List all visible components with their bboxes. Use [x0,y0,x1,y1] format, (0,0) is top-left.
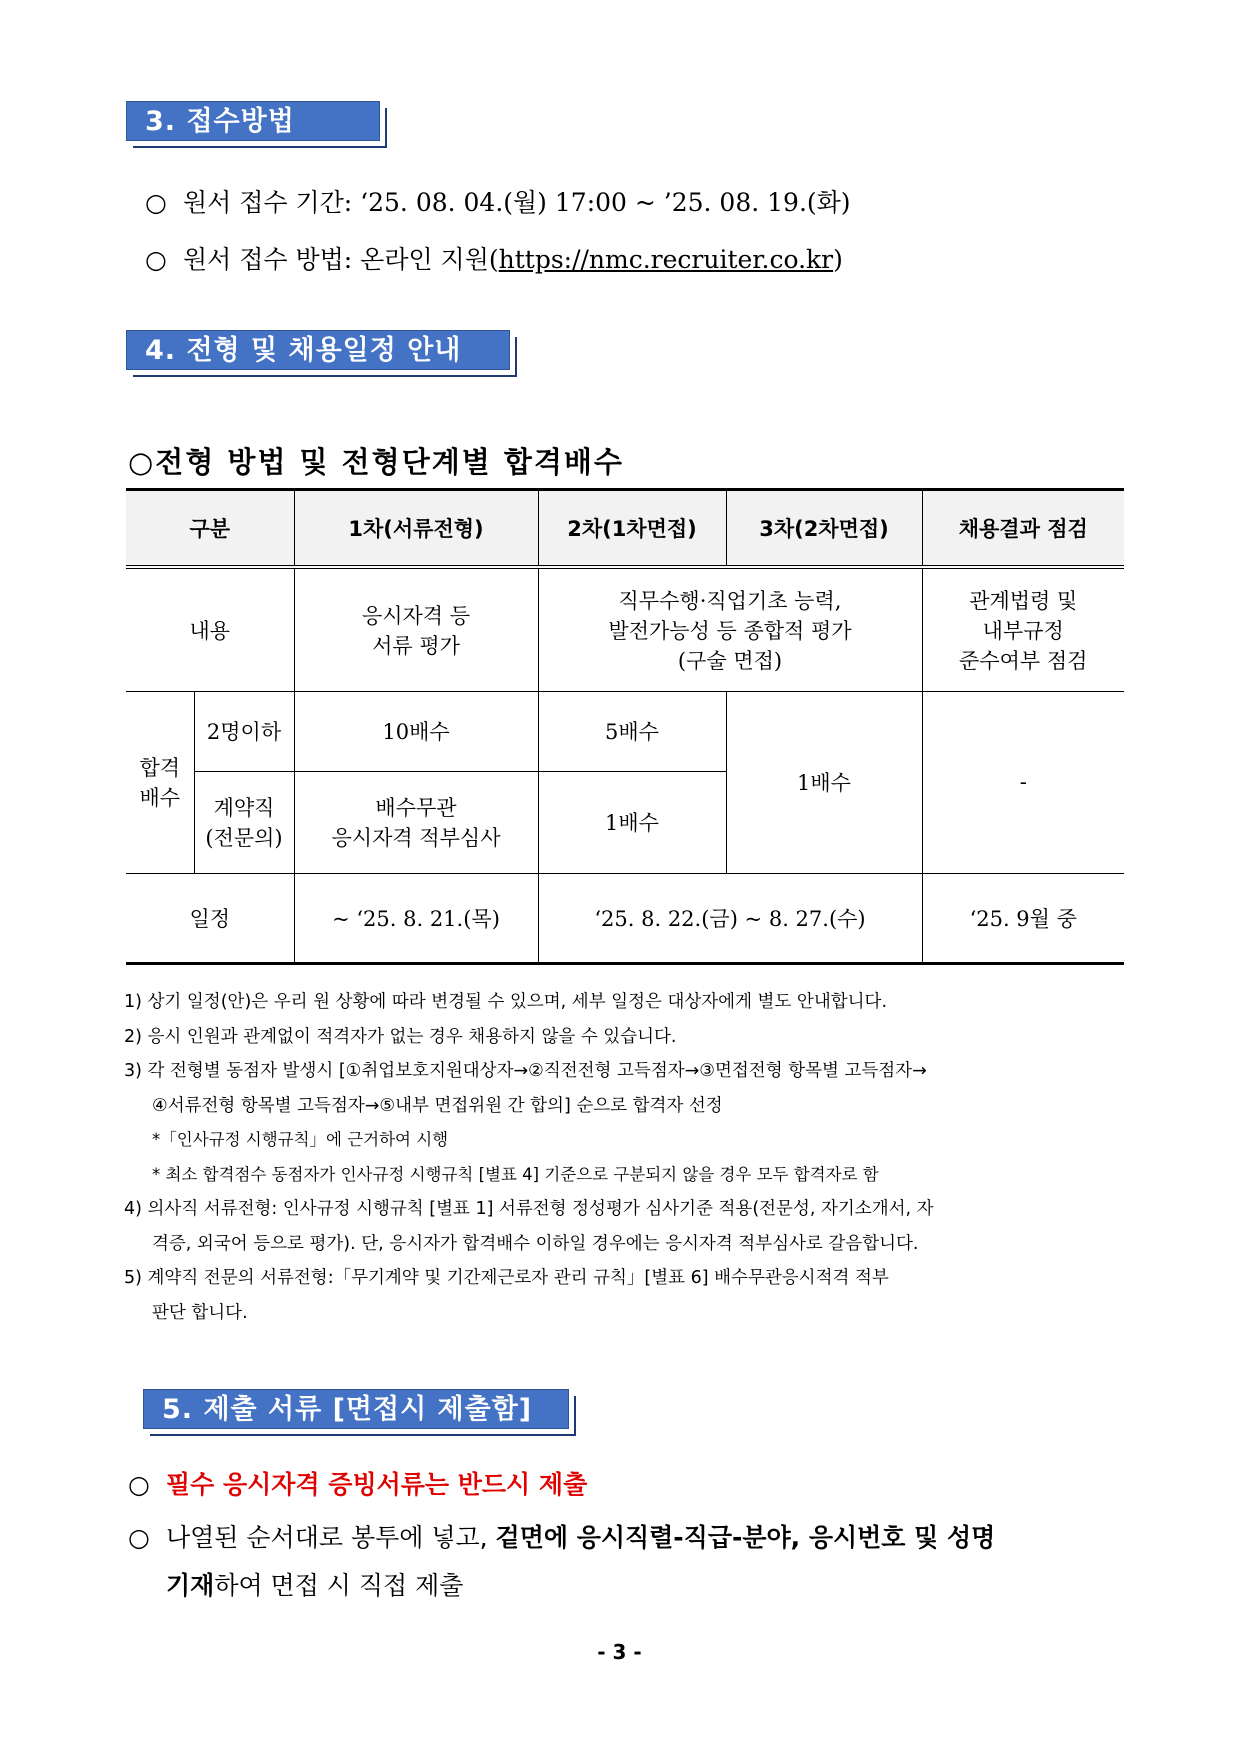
notes-block [124,985,1114,1330]
bullet: ○ [128,1523,150,1552]
note-4: 4) 의사직 서류전형: 인사규정 시행규칙 [별표 1] 서류전형 정성평가 심사기준 적용(전문성, 자기소개서, 자 [124,1199,934,1219]
note-4-cont: 격증, 외국어 등으로 평가). 단, 응시자가 합격배수 이하일 경우에는 응시자격 적부심사로 갈음합니다. [152,1233,919,1254]
note-1: 1) 상기 일정(안)은 우리 원 상황에 따라 변경될 수 있으며, 세부 일정은 대상자에게 별도 안내합니다. [124,992,888,1012]
table-row-content [126,567,1124,691]
envelope-instruction-text: 나열된 순서대로 봉투에 넣고, [166,1523,496,1552]
table-header-row [126,490,1124,568]
row-b-stage-2: 1배수 [538,771,726,873]
content-stage-1-line: 응시자격 등 [361,603,471,628]
content-stage-1-line: 서류 평가 [372,633,460,658]
row-a-label: 2명이하 [194,691,294,771]
page-number: - 3 - [597,1640,642,1664]
header-category: 구분 [126,490,294,568]
note-3: 3) 각 전형별 동점자 발생시 [①취업보호지원대상자→②직전전형 고득점자→③면접전형 항목별 고득점자→ [124,1061,927,1081]
schedule-stage-2-3: ‘25. 8. 22.(금) ~ 8. 27.(수) [538,873,922,963]
required-docs-line [128,1465,587,1501]
content-stage-2-line: 발전가능성 등 종합적 평가 [608,618,852,643]
table-subtitle: ○전형 방법 및 전형단계별 합격배수 [128,445,624,479]
required-docs-text: 필수 응시자격 증빙서류는 반드시 제출 [166,1470,588,1499]
application-period-line [145,183,851,219]
envelope-instruction-line [128,1518,995,1554]
pass-result-check: - [922,691,1124,873]
envelope-instruction-text-2: 하여 면접 시 직접 제출 [214,1571,464,1600]
application-method-line [145,240,843,276]
selection-schedule-table [126,488,1124,965]
row-b-label-line: (전문의) [205,826,283,850]
content-result-line: 준수여부 점검 [959,648,1088,673]
envelope-instruction-bold-2: 기재 [166,1571,215,1600]
note-5: 5) 계약직 전문의 서류전형:「무기계약 및 기간제근로자 관리 규칙」[별표 6] 배수무관응시적격 적부 [124,1268,889,1288]
content-stage-2-line: (구술 면접) [677,648,783,673]
row-b-stage-1-line: 응시자격 적부심사 [331,826,501,850]
application-method-text: 원서 접수 방법: 온라인 지원( [183,245,499,274]
header-stage-2: 2차(1차면접) [538,490,726,568]
bullet: ○ [145,245,167,274]
row-b-stage-1-line: 배수무관 [375,796,457,820]
table-row-schedule [126,873,1124,963]
note-3-cont: ④서류전형 항목별 고득점자→⑤내부 면접위원 간 합의] 순으로 합격자 선정 [152,1095,723,1116]
section-3-header: 3. 접수방법 [126,101,380,141]
schedule-stage-1: ~ ‘25. 8. 21.(목) [294,873,538,963]
pass-multiple-label [126,691,194,873]
envelope-instruction-bold: 겉면에 응시직렬-직급-분야, 응시번호 및 성명 [495,1523,996,1552]
recruiter-link[interactable]: https://nmc.recruiter.co.kr [498,245,834,274]
pass-label-line: 합격 [139,756,181,780]
row-b-label-line: 계약직 [213,796,275,820]
content-label: 내용 [126,567,294,691]
row-a-stage-1: 10배수 [294,691,538,771]
content-result-line: 관계법령 및 [969,588,1078,613]
pass-stage-3: 1배수 [726,691,922,873]
content-stage-2-line: 직무수행·직업기초 능력, [618,588,842,613]
header-stage-1: 1차(서류전형) [294,490,538,568]
application-period-text: 원서 접수 기간: ‘25. 08. 04.(월) 17:00 ~ ’25. 08. 19.(화) [183,188,851,217]
note-5-cont: 판단 합니다. [152,1302,248,1323]
note-2: 2) 응시 인원과 관계없이 적격자가 없는 경우 채용하지 않을 수 있습니다. [124,1026,677,1047]
row-b-stage-1 [294,771,538,873]
application-method-suffix: ) [833,245,843,274]
section-5-header: 5. 제출 서류 [면접시 제출함] [143,1389,569,1429]
schedule-label: 일정 [126,873,294,963]
content-stage-2-3 [538,567,922,691]
section-4-header: 4. 전형 및 채용일정 안내 [126,330,510,370]
content-result-check [922,567,1124,691]
bullet: ○ [128,1470,150,1499]
note-3-sub-2: * 최소 합격점수 동점자가 인사규정 시행규칙 [별표 4] 기준으로 구분되지 않을 경우 모두 합격자로 함 [152,1164,879,1184]
pass-label-line: 배수 [139,786,181,810]
bullet: ○ [145,188,167,217]
row-b-label [194,771,294,873]
content-stage-1 [294,567,538,691]
header-stage-3: 3차(2차면접) [726,490,922,568]
table-row-pass-a [126,691,1124,771]
schedule-result-check: ‘25. 9월 중 [922,873,1124,963]
content-result-line: 내부규정 [982,618,1064,643]
row-a-stage-2: 5배수 [538,691,726,771]
note-3-sub-1: *「인사규정 시행규칙」에 근거하여 시행 [152,1130,449,1149]
header-result-check: 채용결과 점검 [922,490,1124,568]
envelope-instruction-cont [166,1566,463,1602]
